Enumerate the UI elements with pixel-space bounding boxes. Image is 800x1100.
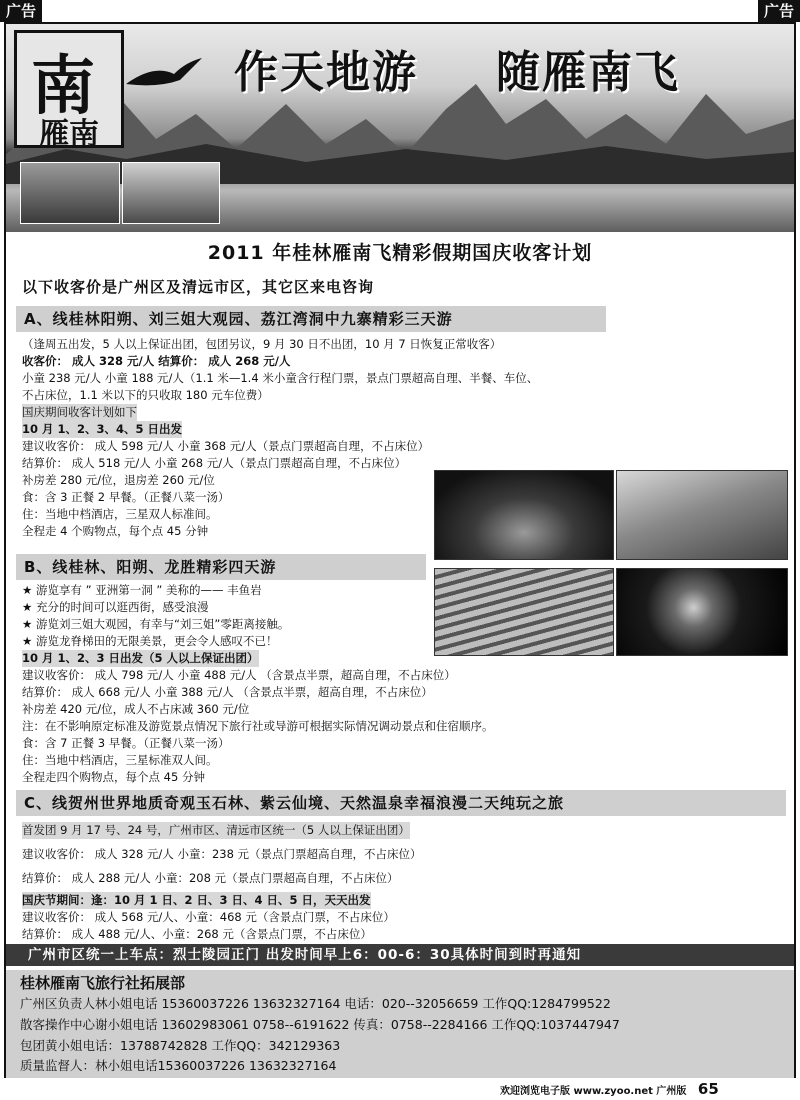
section-b-bullet: ★ 游览享有 ” 亚洲第一洞 ” 美称的—— 丰鱼岩 bbox=[22, 583, 262, 597]
banner bbox=[6, 24, 794, 232]
section-b-bullet: ★ 游览刘三姐大观园，有幸与“刘三姐”零距离接触。 bbox=[22, 617, 290, 631]
section-c-line: 首发团 9 月 17 号、24 号，广州市区、清远市区统一（5 人以上保证出团） bbox=[22, 823, 410, 837]
section-a-line: 建议收客价： 成人 598 元/人 小童 368 元/人（景点门票超高自理，不占床位） bbox=[22, 439, 430, 453]
page-footer bbox=[500, 1080, 719, 1098]
section-b-line: 食：含 7 正餐 3 早餐。（正餐八菜一汤） bbox=[22, 736, 230, 750]
section-a-line: （逢周五出发，5 人以上保证出团，包团另议，9 月 30 日不出团，10 月 7 日恢复正常收客） bbox=[22, 337, 502, 351]
section-a-line: 补房差 280 元/位，退房差 260 元/位 bbox=[22, 473, 215, 487]
section-a-line: 结算价： 成人 518 元/人 小童 268 元/人（景点门票超高自理，不占床位） bbox=[22, 456, 407, 470]
section-b-line: 全程走四个购物点，每个点 45 分钟 bbox=[22, 770, 205, 784]
contact-row: 包团黄小姐电话：13788742828 工作QQ：342129363 bbox=[20, 1038, 341, 1053]
section-b-heading: B、线桂林、阳朔、龙胜精彩四天游 bbox=[16, 554, 426, 580]
section-a-line: 不占床位，1.1 米以下的只收取 180 元车位费） bbox=[22, 388, 269, 402]
agency-logo bbox=[14, 30, 124, 152]
section-b-line: 注：在不影响原定标准及游览景点情况下旅行社或导游可根据实际情况调动景点和住宿顺序。 bbox=[22, 719, 494, 733]
page-number: 65 bbox=[697, 1080, 719, 1098]
section-b-line: 10 月 1、2、3 日出发（5 人以上保证出团） bbox=[22, 651, 259, 665]
advertisement-page bbox=[4, 22, 796, 1078]
contact-row: 广州区负责人林小姐电话 15360037226 13632327164 电话：020--32056659 工作QQ:1284799522 bbox=[20, 996, 611, 1011]
section-b-line: 建议收客价： 成人 798 元/人 小童 488 元/人 （含景点半票，超高自理，不占床位） bbox=[22, 668, 456, 682]
section-a-line: 收客价： 成人 328 元/人 结算价： 成人 268 元/人 bbox=[22, 354, 291, 368]
photo-village bbox=[616, 470, 788, 560]
ad-label-right: 广告 bbox=[758, 0, 800, 22]
section-c-heading: C、线贺州世界地质奇观玉石林、紫云仙境、天然温泉幸福浪漫二天纯玩之旅 bbox=[16, 790, 786, 816]
slogan-1: 作天地游 bbox=[234, 47, 418, 98]
section-c-line: 结算价： 成人 488 元/人、小童：268 元（含景点门票，不占床位） bbox=[22, 927, 372, 941]
section-c-line: 结算价： 成人 288 元/人 小童：208 元（景点门票超高自理，不占床位） bbox=[22, 871, 399, 885]
inset-photo-river bbox=[122, 162, 220, 224]
slogan-2: 随雁南飞 bbox=[496, 47, 680, 98]
goose-icon bbox=[124, 54, 204, 94]
section-a-line: 住：当地中档酒店，三星双人标准间。 bbox=[22, 507, 218, 521]
section-a-line: 小童 238 元/人 小童 188 元/人（1.1 米—1.4 米小童含行程门票，景点门票超高自理、半餐、车位、 bbox=[22, 371, 539, 385]
contact-row: 质量监督人：林小姐电话15360037226 13632327164 bbox=[20, 1058, 337, 1073]
photo-rice-terraces bbox=[434, 568, 614, 656]
section-a-heading: A、线桂林阳朔、刘三姐大观园、荔江湾洞中九寨精彩三天游 bbox=[16, 306, 606, 332]
section-b-bullet: ★ 充分的时间可以逛西街，感受浪漫 bbox=[22, 600, 209, 614]
inset-photo-mountains bbox=[20, 162, 120, 224]
contact-panel bbox=[6, 970, 794, 1078]
section-a-line: 全程走 4 个购物点，每个点 45 分钟 bbox=[22, 524, 209, 538]
footer-text: 欢迎浏览电子版 www.zyoo.net bbox=[500, 1086, 653, 1097]
section-b-line: 补房差 420 元/位，成人不占床减 360 元/位 bbox=[22, 702, 250, 716]
pickup-notice: 广州市区统一上车点：烈士陵园正门 出发时间早上6：00-6：30具体时间到时再通知 bbox=[6, 944, 794, 966]
section-a-line: 国庆期间收客计划如下 bbox=[22, 405, 137, 419]
section-c-line: 建议收客价： 成人 328 元/人 小童：238 元（景点门票超高自理，不占床位） bbox=[22, 847, 422, 861]
section-c-line: 国庆节期间：逢：10 月 1 日、2 日、3 日、4 日、5 日，天天出发 bbox=[22, 893, 371, 907]
section-b-line: 住：当地中档酒店，三星标准双人间。 bbox=[22, 753, 218, 767]
ad-label-left: 广告 bbox=[0, 0, 42, 22]
photo-stage-show bbox=[434, 470, 614, 560]
photo-night-statue bbox=[616, 568, 788, 656]
section-a-line: 食：含 3 正餐 2 早餐。（正餐八菜一汤） bbox=[22, 490, 230, 504]
contact-row: 散客操作中心谢小姐电话 13602983061 0758--6191622 传真：0758--2284166 工作QQ:1037447947 bbox=[20, 1017, 620, 1032]
footer-edition: 广州版 bbox=[656, 1086, 687, 1097]
section-b-line: 结算价： 成人 668 元/人 小童 388 元/人 （含景点半票，超高自理，不占床位） bbox=[22, 685, 433, 699]
page-title: 2011 年桂林雁南飞精彩假期国庆收客计划 bbox=[207, 242, 593, 264]
logo-character: 南 bbox=[31, 49, 95, 124]
section-a-line: 10 月 1、2、3、4、5 日出发 bbox=[22, 422, 183, 436]
contact-heading: 桂林雁南飞旅行社拓展部 bbox=[20, 974, 186, 992]
section-b-bullet: ★ 游览龙脊梯田的无限美景，更会令人感叹不已！ bbox=[22, 634, 278, 648]
section-c-line: 建议收客价： 成人 568 元/人、小童：468 元（含景点门票，不占床位） bbox=[22, 910, 395, 924]
logo-subtext: 雁南 bbox=[39, 117, 99, 152]
page-subtitle: 以下收客价是广州区及清远市区，其它区来电咨询 bbox=[22, 278, 375, 296]
